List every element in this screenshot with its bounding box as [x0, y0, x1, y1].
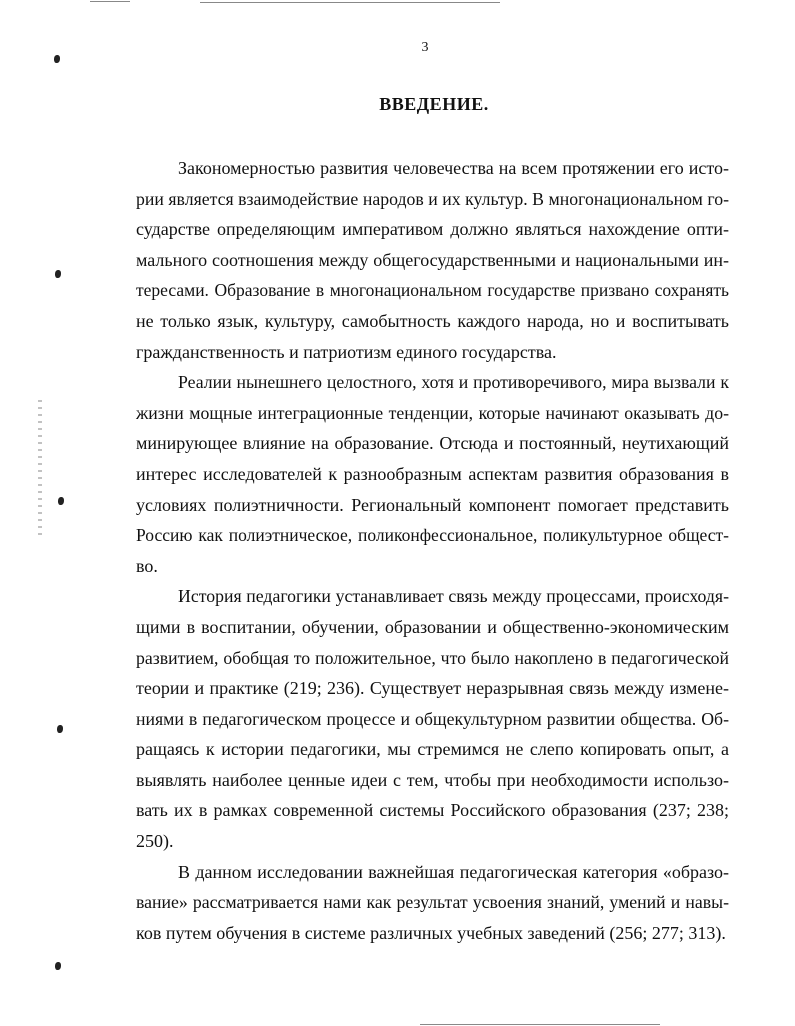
paragraph-3 — [136, 581, 729, 856]
text-line: минирующее влияние на образование. Отсюда и постоянный, неутихающий — [136, 433, 729, 454]
text-line: во. — [136, 555, 158, 576]
text-line: выявлять наиболее ценные идеи с тем, чтобы при необходимости использо- — [136, 769, 729, 790]
page-title: ВВЕДЕНИЕ. — [379, 94, 489, 114]
text-line: рии является взаимодействие народов и их культур. В многонациональном го- — [136, 188, 729, 209]
text-line: мального соотношения между общегосударственными и национальными ин- — [136, 249, 729, 270]
scan-edge-line — [90, 1, 130, 2]
binding-hole-mark — [55, 270, 61, 278]
text-line: развитием, обобщая то положительное, что было накоплено в педагогической — [136, 647, 729, 668]
text-line: щими в воспитании, обучении, образовании и общественно-экономическим — [136, 616, 729, 637]
text-line: жизни мощные интеграционные тенденции, которые начинают оказывать до- — [136, 402, 729, 423]
binding-hole-mark — [54, 55, 60, 63]
scan-edge-line — [420, 1024, 660, 1025]
page-number: 3 — [421, 40, 429, 55]
text-line: В данном исследовании важнейшая педагогическая категория «образо- — [178, 861, 729, 882]
text-line: Россию как полиэтническое, поликонфессиональное, поликультурное общест- — [136, 525, 729, 546]
binding-hole-mark — [55, 962, 61, 970]
text-line: гражданственность и патриотизм единого государства. — [136, 341, 557, 362]
text-line: ниями в педагогическом процессе и общекультурном развитии общества. Об- — [136, 708, 729, 729]
text-line: ков путем обучения в системе различных учебных заведений (256; 277; 313). — [136, 922, 726, 943]
text-line: тересами. Образование в многонациональном государстве призвано сохранять — [136, 280, 729, 301]
binding-hole-mark — [57, 725, 63, 733]
text-line: сударстве определяющим императивом должно являться нахождение опти- — [136, 219, 729, 240]
text-line: вать их в рамках современной системы Российского образования (237; 238; — [136, 800, 729, 821]
paragraph-1 — [136, 153, 729, 367]
body-text — [136, 153, 729, 948]
text-line: История педагогики устанавливает связь между процессами, происходя- — [178, 586, 729, 607]
scan-specks — [38, 400, 42, 540]
scan-edge-line — [200, 2, 500, 3]
paragraph-2 — [136, 367, 729, 581]
text-line: 250). — [136, 831, 174, 852]
text-line: Закономерностью развития человечества на всем протяжении его исто- — [178, 158, 729, 178]
text-line: теории и практике (219; 236). Существует неразрывная связь между измене- — [136, 678, 729, 699]
text-line: Реалии нынешнего целостного, хотя и противоречивого, мира вызвали к — [178, 372, 729, 393]
text-line: интерес исследователей к разнообразным аспектам развития образования в — [136, 463, 729, 484]
text-line: вание» рассматривается нами как результат усвоения знаний, умений и навы- — [136, 892, 729, 913]
text-line: не только язык, культуру, самобытность каждого народа, но и воспитывать — [136, 310, 729, 331]
binding-hole-mark — [58, 497, 64, 505]
paragraph-4 — [136, 857, 729, 949]
text-line: ращаясь к истории педагогики, мы стремимся не слепо копировать опыт, а — [136, 739, 729, 760]
text-line: условиях полиэтничности. Региональный компонент помогает представить — [136, 494, 729, 515]
